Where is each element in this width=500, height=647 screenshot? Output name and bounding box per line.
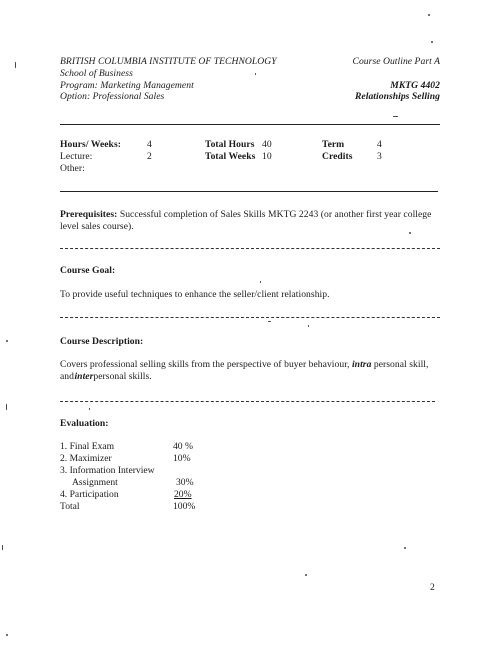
institute-name: BRITISH COLUMBIA INSTITUTE OF TECHNOLOGY <box>60 56 277 67</box>
evaluation-item-label: 1. Final Exam <box>60 441 115 452</box>
scan-speck <box>393 116 398 117</box>
prerequisites-line1 <box>60 209 431 220</box>
scan-speck <box>404 547 406 549</box>
divider <box>60 401 435 402</box>
description-inter: inter <box>74 371 94 382</box>
description-heading: Course Description: <box>60 336 144 347</box>
other-label: Other: <box>60 163 85 174</box>
scan-speck <box>2 545 3 550</box>
evaluation-item-label: 3. Information Interview <box>60 465 155 476</box>
option-name: Option: Professional Sales <box>60 91 165 102</box>
prerequisites-text-1: Successful completion of Sales Skills MKTG 2243 (or another first year college <box>119 209 432 220</box>
scan-speck <box>6 340 8 342</box>
scan-speck <box>6 634 8 636</box>
description-text-c: and <box>60 371 75 382</box>
divider <box>60 124 440 125</box>
evaluation-item-label: 2. Maximizer <box>60 453 112 464</box>
evaluation-item-value: 10% <box>173 453 191 464</box>
evaluation-item-value: 20% <box>174 489 192 500</box>
scan-speck <box>308 325 309 327</box>
divider <box>60 317 440 318</box>
scan-speck <box>260 281 261 283</box>
total-hours-label: Total Hours <box>205 139 255 150</box>
term-value: 4 <box>377 139 382 150</box>
evaluation-item-value: 100% <box>173 501 196 512</box>
description-text-a: Covers professional selling skills from the perspective of buyer behaviour, <box>60 359 350 370</box>
credits-label: Credits <box>322 151 353 162</box>
description-text-b: personal skill, <box>373 359 429 370</box>
scan-speck <box>305 574 307 576</box>
evaluation-heading: Evaluation: <box>60 418 109 429</box>
prerequisites-label: Prerequisites: <box>60 209 118 220</box>
evaluation-item-value: 30% <box>176 477 194 488</box>
scan-speck <box>15 62 16 68</box>
divider <box>60 248 440 249</box>
scan-speck <box>6 404 7 410</box>
total-hours-value: 40 <box>262 139 272 150</box>
total-weeks-label: Total Weeks <box>205 151 256 162</box>
description-text-d: personal skills. <box>93 371 152 382</box>
evaluation-item-label: 4. Participation <box>60 489 119 500</box>
scan-speck <box>431 41 433 43</box>
divider <box>60 191 438 192</box>
scan-speck <box>89 408 90 410</box>
hours-weeks-value: 4 <box>147 139 152 150</box>
description-line1 <box>60 359 428 370</box>
goal-heading: Course Goal: <box>60 265 116 276</box>
scan-speck <box>255 73 256 75</box>
course-code: MKTG 4402 <box>390 80 440 91</box>
goal-text: To provide useful techniques to enhance the seller/client relationship. <box>60 289 330 300</box>
evaluation-item-label: Total <box>60 501 80 512</box>
page-number: 2 <box>430 582 435 593</box>
credits-value: 3 <box>377 151 382 162</box>
description-intra: intra <box>351 359 372 370</box>
term-label: Term <box>322 139 345 150</box>
hours-weeks-label: Hours/ Weeks: <box>60 139 121 150</box>
outline-label: Course Outline Part A <box>352 56 440 67</box>
prerequisites-text-2: level sales course). <box>60 221 134 232</box>
course-name: Relationships Selling <box>354 91 440 102</box>
program-name: Program: Marketing Management <box>60 80 194 91</box>
evaluation-item-value: 40 % <box>173 441 193 452</box>
scan-speck <box>409 232 411 234</box>
school-name: School of Business <box>60 68 133 79</box>
scan-speck <box>268 321 271 322</box>
lecture-label: Lecture: <box>60 151 93 162</box>
scan-speck <box>428 14 430 16</box>
evaluation-item-label: Assignment <box>72 477 118 488</box>
description-line2 <box>60 371 152 382</box>
total-weeks-value: 10 <box>262 151 272 162</box>
lecture-value: 2 <box>147 151 152 162</box>
